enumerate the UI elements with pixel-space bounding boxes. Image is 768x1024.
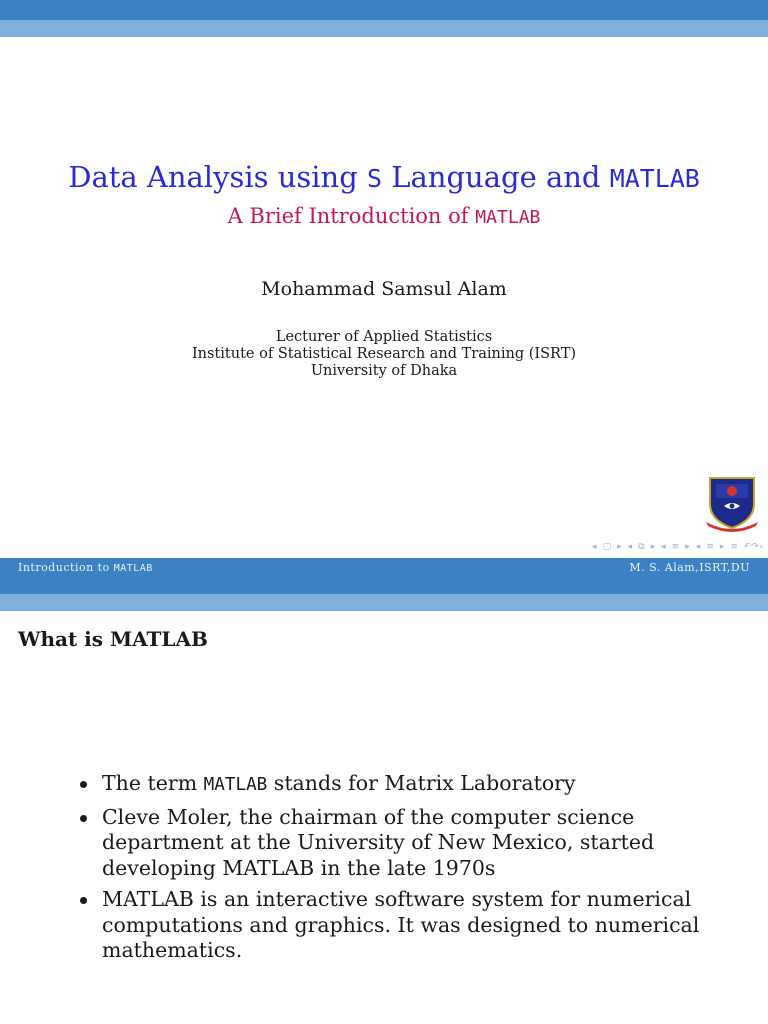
nav-prev-icon[interactable]: ◂ — [661, 542, 666, 552]
subtitle-matlab: MATLAB — [475, 207, 541, 228]
bullet-dot-icon — [80, 897, 87, 904]
affiliation-position: Lecturer of Applied Statistics — [275, 329, 493, 345]
nav-frame-icon[interactable]: ▢ — [602, 542, 612, 552]
title-matlab: MATLAB — [609, 164, 700, 193]
title-middle: Language and — [382, 160, 610, 194]
nav-section-left-icon[interactable]: ◂ — [627, 542, 633, 552]
nav-next2-icon[interactable]: ▸ — [719, 542, 725, 552]
slide2-header-band — [0, 594, 768, 611]
bullet-dot-icon — [80, 815, 87, 822]
footer-matlab: MATLAB — [113, 563, 153, 574]
nav-toc-icon[interactable]: ≡ — [730, 542, 738, 552]
author-name: Mohammad Samsul Alam — [261, 278, 507, 300]
bullet1-prefix: The term — [102, 771, 204, 795]
bullet2-text: Cleve Moler, the chairman of the computer science department at the University of New Mexico, started developing MATLAB in the late 1970s — [102, 804, 655, 880]
nav-list2-icon[interactable]: ≡ — [706, 542, 714, 552]
bullet-list — [78, 771, 728, 970]
bullet-dot-icon — [80, 781, 87, 788]
bullet1-suffix: stands for Matrix Laboratory — [267, 771, 576, 795]
nav-section-right-icon[interactable]: ▸ — [650, 542, 656, 552]
footer-short-title — [18, 561, 153, 574]
slide-footer — [0, 558, 768, 594]
list-item — [78, 805, 728, 882]
affiliation-university: University of Dhaka — [310, 363, 458, 379]
title-s-language: S — [367, 164, 383, 193]
nav-subsection-icon[interactable]: ⧉ — [638, 542, 645, 552]
nav-prev2-icon[interactable]: ◂ — [695, 542, 701, 552]
affiliation — [0, 329, 768, 380]
subtitle-prefix: A Brief Introduction of — [227, 204, 476, 228]
title-prefix: Data Analysis using — [68, 160, 368, 194]
nav-right-arrow-icon[interactable]: ▸ — [617, 542, 622, 552]
university-crest-icon — [702, 474, 762, 532]
header-band-dark — [0, 0, 768, 20]
bullet3-text: MATLAB is an interactive software system for numerical computations and graphics. It was designed to numerical mathematics. — [102, 887, 700, 962]
nav-left-arrow-icon[interactable]: ◂ — [592, 542, 597, 552]
nav-list-icon[interactable]: ≡ — [671, 542, 680, 552]
list-item — [78, 771, 728, 799]
affiliation-institute: Institute of Statistical Research and Training (ISRT) — [191, 346, 577, 362]
beamer-navigation[interactable] — [484, 540, 764, 554]
nav-next-icon[interactable]: ▸ — [685, 542, 690, 552]
list-item — [78, 887, 728, 964]
presentation-subtitle — [0, 204, 768, 228]
bullet1-code: MATLAB — [203, 775, 268, 795]
header-band-light — [0, 20, 768, 37]
frame-title: What is MATLAB — [18, 627, 208, 651]
footer-prefix: Introduction to — [18, 561, 114, 574]
footer-author: M. S. Alam,ISRT,DU — [629, 561, 750, 574]
presentation-title — [0, 160, 768, 194]
nav-search-icon[interactable]: ↶↷⌕ — [743, 542, 764, 552]
